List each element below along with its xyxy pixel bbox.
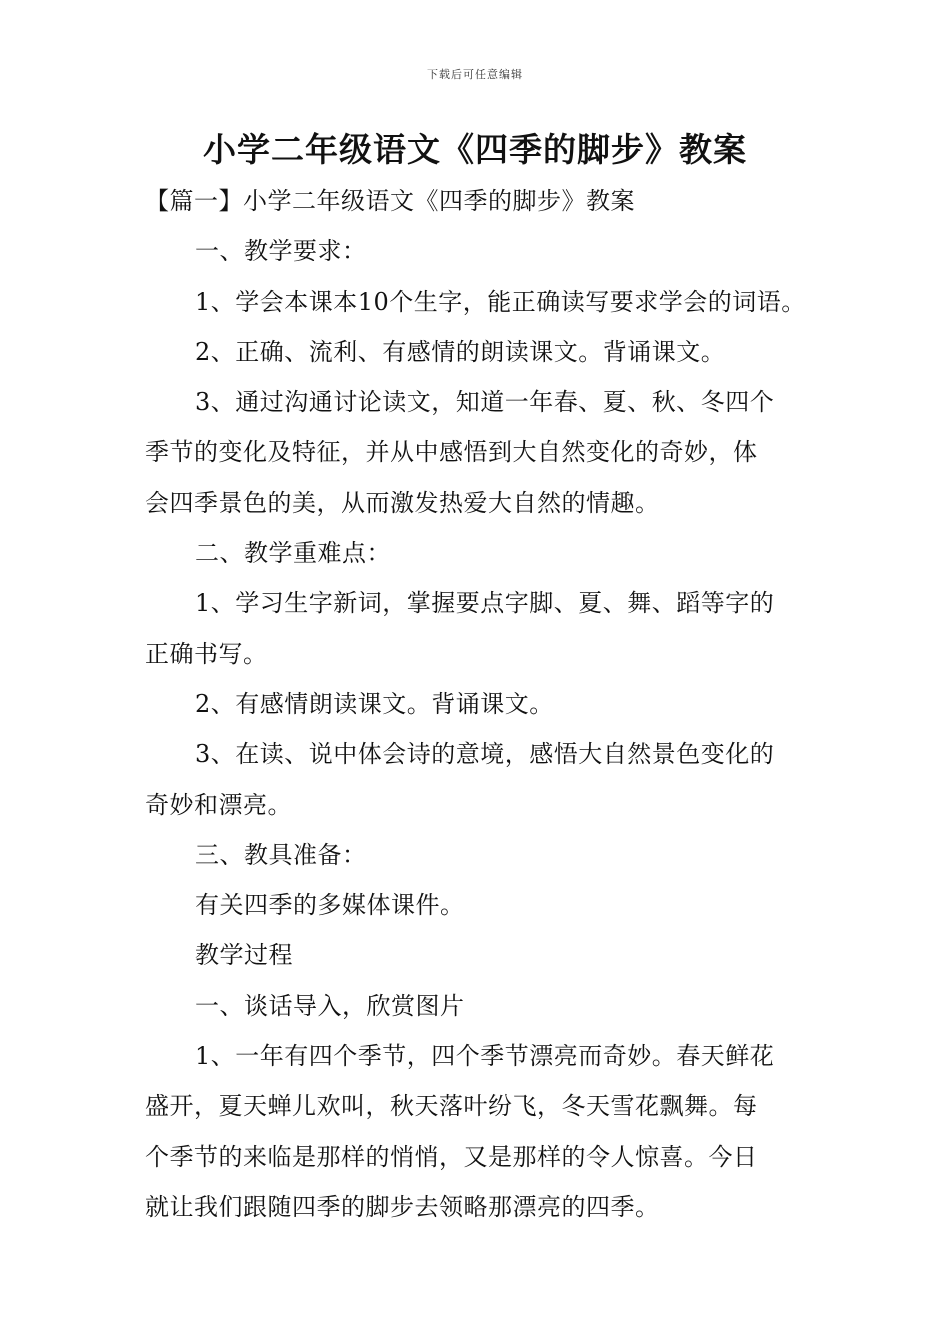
header-note: 下载后可任意编辑 [427, 68, 523, 81]
heading-introduction: 一、谈话导入，欣赏图片 [195, 991, 465, 1020]
paragraph-line: 1、学会本课本10个生字，能正确读写要求学会的词语。 [195, 287, 806, 316]
paragraph-line: 盛开，夏天蝉儿欢叫，秋天落叶纷飞，冬天雪花飘舞。每 [145, 1092, 758, 1121]
paragraph-line: 3、通过沟通讨论读文，知道一年春、夏、秋、冬四个 [195, 388, 775, 417]
paragraph-line: 3、在读、说中体会诗的意境，感悟大自然景色变化的 [195, 740, 775, 769]
heading-teaching-process: 教学过程 [195, 941, 293, 970]
document-body [145, 176, 810, 1232]
heading-key-difficulties: 二、教学重难点： [195, 539, 391, 568]
paragraph-line: 季节的变化及特征，并从中感悟到大自然变化的奇妙，体 [145, 438, 758, 467]
paragraph-line: 就让我们跟随四季的脚步去领略那漂亮的四季。 [145, 1192, 660, 1221]
section-heading-part-one: 【篇一】小学二年级语文《四季的脚步》教案 [145, 187, 635, 215]
paragraph-line: 有关四季的多媒体课件。 [195, 891, 465, 920]
heading-teaching-aids: 三、教具准备： [195, 840, 367, 869]
paragraph-line: 1、一年有四个季节，四个季节漂亮而奇妙。春天鲜花 [195, 1042, 775, 1071]
paragraph-line: 奇妙和漂亮。 [145, 790, 292, 819]
document-title: 小学二年级语文《四季的脚步》教案 [203, 130, 747, 169]
paragraph-line: 会四季景色的美，从而激发热爱大自然的情趣。 [145, 488, 660, 517]
paragraph-line: 个季节的来临是那样的悄悄，又是那样的令人惊喜。今日 [145, 1142, 758, 1171]
paragraph-line: 1、学习生字新词，掌握要点字脚、夏、舞、蹈等字的 [195, 589, 775, 618]
paragraph-line: 2、有感情朗读课文。背诵课文。 [195, 689, 554, 718]
paragraph-line: 正确书写。 [145, 639, 268, 668]
paragraph-line: 2、正确、流利、有感情的朗读课文。背诵课文。 [195, 337, 726, 366]
heading-teaching-requirements: 一、教学要求： [195, 237, 367, 266]
